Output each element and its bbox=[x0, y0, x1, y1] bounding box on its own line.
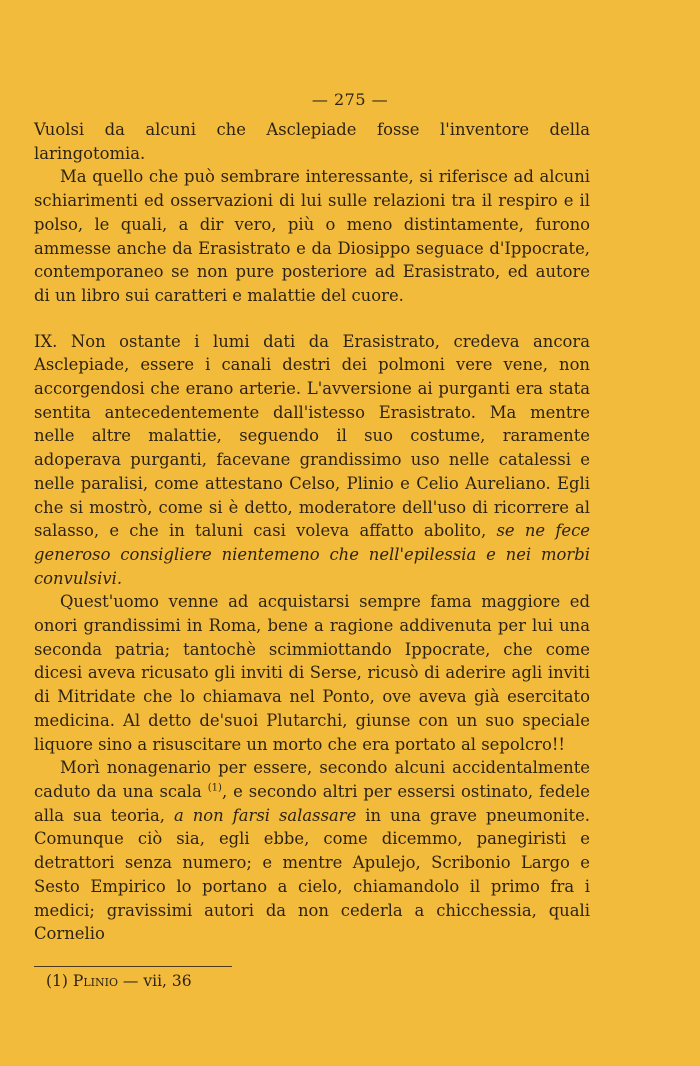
paragraph-3-text: IX. Non ostante i lumi dati da Erasistrato, credeva ancora Asclepiade, essere i canali destri dei polmoni vere vene, non accorgendosi che erano arterie. L'avversione ai purganti era stata sentita antecedentemente dall'istesso Erasistrato. Ma mentre nelle altre malattie, seguendo il suo costume, raramente adoperava purganti, facevane grandissimo uso nelle catalessi e nelle paralisi, come attestano Celso, Plinio e Celio Aureliano. Egli che si mostrò, come si è detto, moderatore dell'uso di ricorrere al salasso, e che in taluni casi voleva affatto abolito, bbox=[34, 331, 590, 541]
footnote-reference: (1) bbox=[207, 782, 222, 794]
paragraph-3 bbox=[34, 330, 590, 591]
footnote-author: Plinio bbox=[72, 972, 118, 990]
paragraph-5-part-b: , e secondo altri per essersi ostinato, fedele alla sua teoria, bbox=[34, 781, 590, 825]
paragraph-1: Vuolsi da alcuni che Asclepiade fosse l'inventore della laringotomia. bbox=[34, 120, 590, 163]
main-text bbox=[34, 118, 590, 946]
footnote-rule bbox=[34, 966, 232, 967]
footnote bbox=[46, 972, 192, 990]
paragraph-2: Ma quello che può sembrare interessante, si riferisce ad alcuni schiarimenti ed osservazioni di lui sulle relazioni tra il respiro e il polso, le quali, a dir vero, più o meno distintamente, furono ammesse anche da Erasistrato e da Diosippo seguace d'Ippocrate, contemporaneo se non pure posteriore ad Erasistrato, ed autore di un libro sui caratteri e malattie del cuore. bbox=[34, 167, 590, 305]
paragraph-4: Quest'uomo venne ad acquistarsi sempre fama maggiore ed onori grandissimi in Roma, bene a ragione addivenuta per lui una seconda patria; tantochè scimmiottando Ippocrate, che come dicesi aveva ricusato gli inviti di Serse, ricusò di aderire agli inviti di Mitridate che lo chiamava nel Ponto, ove aveva già esercitato medicina. Al detto de'suoi Plutarchi, giunse con un suo speciale liquore sino a risuscitare un morto che era portato al sepolcro!! bbox=[34, 592, 590, 754]
paragraph-5-part-c: in una grave pneumonite. Comunque ciò sia, egli ebbe, come dicemmo, panegiristi e detrattori senza numero; e mentre Apulejo, Scribonio Largo e Sesto Empirico lo portano a cielo, chiamandolo il primo fra i medici; gravissimi autori da non cederla a chicchessia, quali Cornelio bbox=[34, 805, 590, 944]
paragraph-5-part-a: Morì nonagenario per essere, secondo alcuni accidentalmente caduto da una scala bbox=[34, 758, 590, 801]
footnote-ref: (1) bbox=[46, 972, 68, 990]
paragraph-5-italic: a non farsi salassare bbox=[173, 805, 357, 825]
page-number: — 275 — bbox=[311, 90, 389, 109]
paragraph-5 bbox=[34, 756, 590, 946]
footnote-citation: — vii, 36 bbox=[122, 972, 192, 990]
paragraph-3-italic: se ne fece generoso consigliere nientemeno che nell'epilessia e nei morbi convulsivi. bbox=[34, 521, 591, 588]
